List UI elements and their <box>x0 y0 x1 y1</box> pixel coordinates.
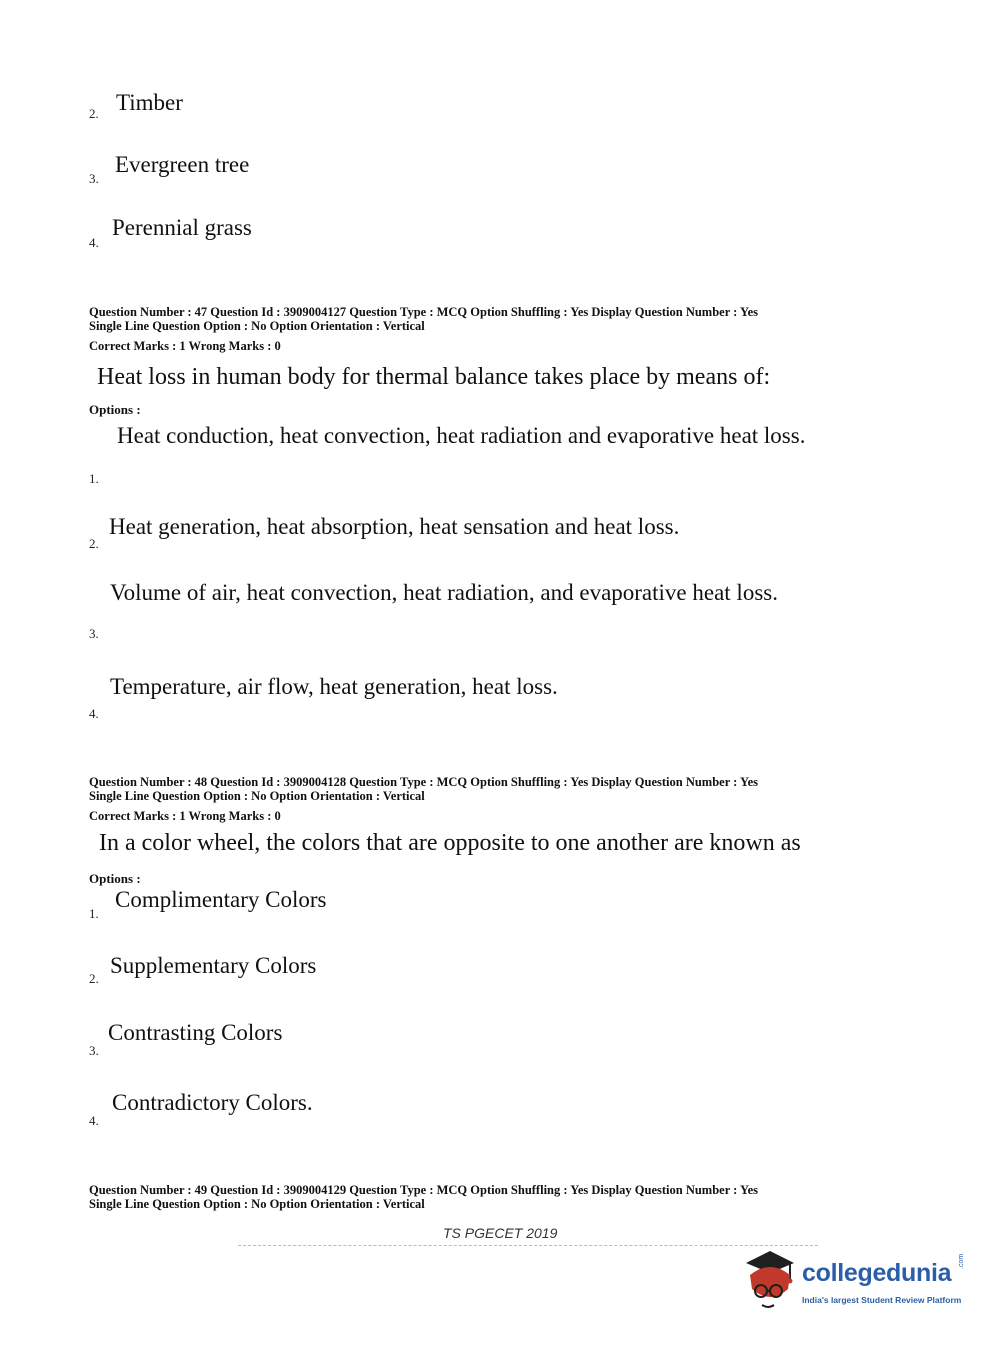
option-number: 3. <box>89 171 99 186</box>
question-meta-line2: Single Line Question Option : No Option Orientation : Vertical <box>89 1197 425 1211</box>
footer-divider <box>238 1245 818 1246</box>
question-meta-line1: Question Number : 47 Question Id : 3909004127 Question Type : MCQ Option Shuffling : Yes Display Question Number : Yes <box>89 305 759 319</box>
option-number: 1. <box>89 906 99 921</box>
options-label: Options : <box>89 402 141 417</box>
option-number: 2. <box>89 536 99 551</box>
option-text: Supplementary Colors <box>110 953 317 978</box>
question-text: Heat loss in human body for thermal balance takes place by means of: <box>97 364 771 390</box>
question-text: In a color wheel, the colors that are opposite to one another are known as <box>99 830 801 856</box>
option-text: Perennial grass <box>112 215 252 240</box>
option-number: 3. <box>89 1043 99 1058</box>
option-number: 2. <box>89 106 99 121</box>
collegedunia-logo <box>740 1245 980 1315</box>
option-text: Heat generation, heat absorption, heat sensation and heat loss. <box>109 514 680 539</box>
option-text: Contradictory Colors. <box>112 1090 313 1115</box>
option-number: 1. <box>89 471 99 486</box>
option-text: Timber <box>116 90 183 115</box>
exam-title: TS PGECET 2019 <box>443 1225 558 1241</box>
option-number: 4. <box>89 706 99 721</box>
question-marks: Correct Marks : 1 Wrong Marks : 0 <box>89 339 281 353</box>
option-number: 2. <box>89 971 99 986</box>
option-text: Temperature, air flow, heat generation, heat loss. <box>110 674 558 699</box>
graduate-mascot-icon <box>740 1245 800 1313</box>
question-meta-line1: Question Number : 48 Question Id : 3909004128 Question Type : MCQ Option Shuffling : Yes Display Question Number : Yes <box>89 775 759 789</box>
option-number: 4. <box>89 235 99 250</box>
brand-suffix: .com <box>958 1253 965 1269</box>
options-label: Options : <box>89 871 141 886</box>
question-marks: Correct Marks : 1 Wrong Marks : 0 <box>89 809 281 823</box>
option-text: Evergreen tree <box>115 152 250 177</box>
question-meta-line2: Single Line Question Option : No Option Orientation : Vertical <box>89 319 425 333</box>
option-text: Contrasting Colors <box>108 1020 283 1045</box>
question-meta-line1: Question Number : 49 Question Id : 3909004129 Question Type : MCQ Option Shuffling : Yes Display Question Number : Yes <box>89 1183 759 1197</box>
option-text: Complimentary Colors <box>115 887 327 912</box>
brand-tagline: India's largest Student Review Platform <box>802 1295 962 1305</box>
option-number: 3. <box>89 626 99 641</box>
option-text: Volume of air, heat convection, heat radiation, and evaporative heat loss. <box>110 580 778 605</box>
option-number: 4. <box>89 1113 99 1128</box>
question-meta-line2: Single Line Question Option : No Option Orientation : Vertical <box>89 789 425 803</box>
option-text: Heat conduction, heat convection, heat radiation and evaporative heat loss. <box>117 423 806 448</box>
brand-name: collegedunia <box>802 1259 952 1287</box>
